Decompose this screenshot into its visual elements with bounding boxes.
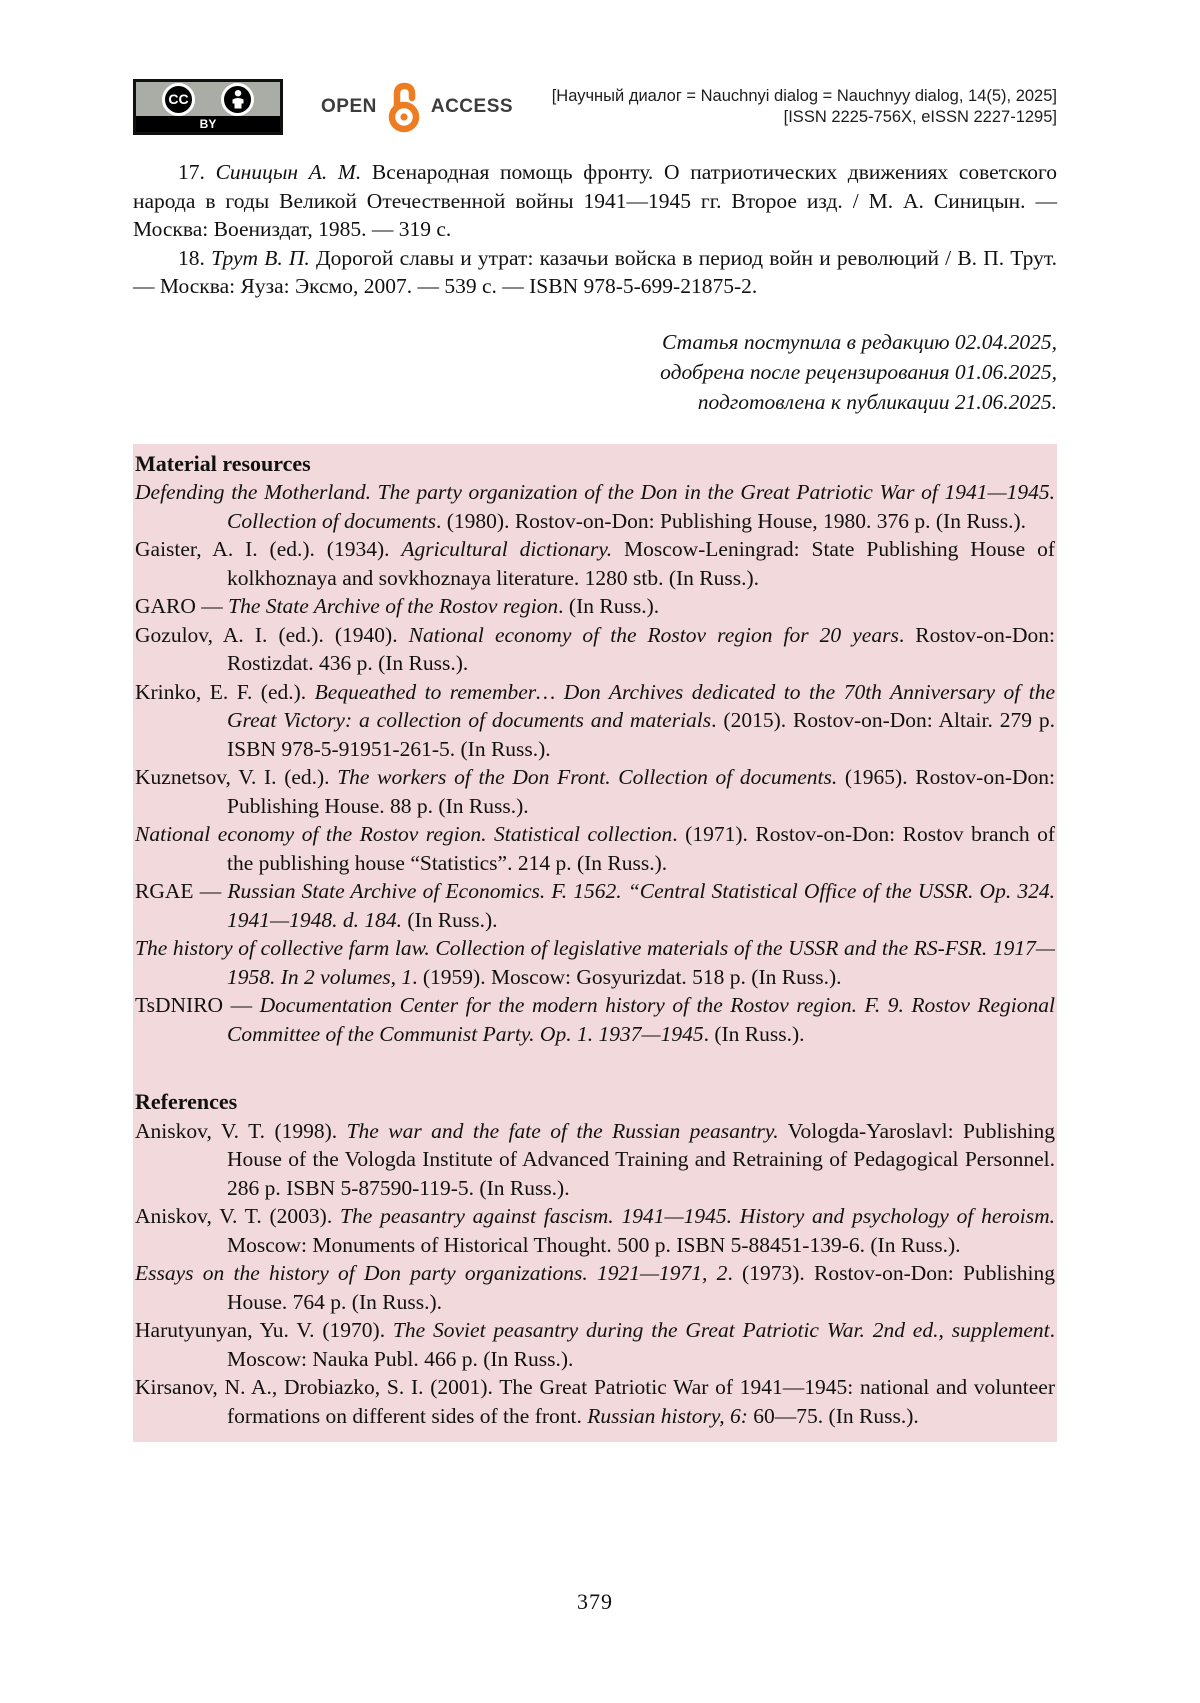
bibliography-entry: Kirsanov, N. A., Drobiazko, S. I. (2001). The Great Patriotic War of 1941—1945: national and volunteer formations on different sides of the front. Russian history, 6: 60—75. (In Russ.). — [135, 1375, 1055, 1428]
bibliography-entry: RGAE — Russian State Archive of Economics. F. 1562. “Central Statistical Office of the USSR. Op. 324. 1941—1948. d. 184. (In Russ.). — [135, 879, 1056, 932]
journal-title-line: [Научный диалог = Nauchnyi dialog = Nauchnyy dialog, 14(5), 2025] — [551, 87, 1057, 105]
cc-by-label: BY — [136, 116, 280, 132]
bibliography-entry: Gaister, A. I. (ed.). (1934). Agricultural dictionary. Moscow-Leningrad: State Publishing House of kolkhoznaya and sovkhoznaya literature. 1280 stb. (In Russ.). — [135, 537, 1055, 590]
bibliography-entry: Kuznetsov, V. I. (ed.). The workers of the Don Front. Collection of documents. (1965). Rostov-on-Don: Publishing House. 88 p. (In Russ.). — [135, 765, 1055, 818]
open-access-access-label: ACCESS — [430, 96, 514, 117]
person-icon — [221, 83, 254, 116]
journal-issn-line: [ISSN 2225-756X, eISSN 2227-1295] — [783, 108, 1057, 126]
bibliography-highlight-block — [133, 444, 1057, 1443]
open-lock-icon — [384, 81, 424, 133]
references-heading: References — [135, 1089, 238, 1114]
open-access-open-label: OPEN — [321, 96, 377, 117]
page-header — [133, 78, 1057, 136]
bibliography-entry: Essays on the history of Don party organizations. 1921—1971, 2. (1973). Rostov-on-Don: Publishing House. 764 p. (In Russ.). — [135, 1261, 1055, 1314]
references-list — [135, 1117, 1055, 1431]
russian-reference-17: 17. Синицын А. М. Всенародная помощь фронту. О патриотических движениях советского народа в годы Великой Отечественной войны 1941—1945 гг. Второе изд. / М. А. Синицын. — Москва: Воениздат, 1985. — 319 с. — [133, 160, 1058, 241]
bibliography-entry: Krinko, E. F. (ed.). Bequeathed to remember… Don Archives dedicated to the 70th Anniversary of the Great Victory: a collection of documents and materials. (2015). Rostov-on-Don: Altair. 279 p. ISBN 978-5-91951-261-5. (In Russ.). — [135, 679, 1055, 761]
bibliography-entry: Aniskov, V. T. (2003). The peasantry against fascism. 1941—1945. History and psychology of heroism. Moscow: Monuments of Historical Thought. 500 p. ISBN 5-88451-139-6. (In Russ.). — [135, 1204, 1055, 1257]
journal-info — [552, 86, 1057, 128]
bibliography-entry: National economy of the Rostov region. Statistical collection. (1971). Rostov-on-Don: Rostov branch of the publishing house “Statistics”. 214 p. (In Russ.). — [135, 822, 1055, 875]
cc-icon: CC — [162, 83, 195, 116]
bibliography-entry: Defending the Motherland. The party organization of the Don in the Great Patriotic War of 1941—1945. Collection of documents. (1980). Rostov-on-Don: Publishing House, 1980. 376 p. (In Russ.). — [135, 480, 1055, 533]
submission-prepared-line: подготовлена к публикации 21.06.2025. — [697, 389, 1057, 414]
submission-received-line: Статья поступила в редакцию 02.04.2025, — [661, 329, 1057, 354]
open-access-logo — [321, 81, 513, 133]
russian-references — [133, 158, 1057, 301]
bibliography-entry: Gozulov, A. I. (ed.). (1940). National economy of the Rostov region for 20 years. Rostov-on-Don: Rostizdat. 436 p. (In Russ.). — [135, 622, 1055, 675]
material-resources-heading: Material resources — [135, 450, 311, 476]
submission-approved-line: одобрена после рецензирования 01.06.2025, — [660, 359, 1057, 384]
material-resources-list — [135, 478, 1055, 1048]
bibliography-entry: The history of collective farm law. Collection of legislative materials of the USSR and the RS-FSR. 1917—1958. In 2 volumes, 1. (1959). Moscow: Gosyurizdat. 518 p. (In Russ.). — [135, 936, 1055, 989]
bibliography-entry: Aniskov, V. T. (1998). The war and the fate of the Russian peasantry. Vologda-Yaroslavl: Publishing House of the Vologda Institute of Advanced Training and Retraining of Pedagogical Personnel. 286 p. ISBN 5-87590-119-5. (In Russ.). — [135, 1118, 1055, 1200]
bibliography-entry: TsDNIRO — Documentation Center for the modern history of the Rostov region. F. 9. Rostov Regional Committee of the Communist Party. Op. 1. 1937—1945. (In Russ.). — [135, 993, 1055, 1046]
bibliography-entry: Harutyunyan, Yu. V. (1970). The Soviet peasantry during the Great Patriotic War. 2nd ed., supplement. Moscow: Nauka Publ. 466 p. (In Russ.). — [135, 1318, 1055, 1371]
russian-reference-18: 18. Трут В. П. Дорогой славы и утрат: казачьи войска в период войн и революций / В. П. Трут. — Москва: Яуза: Эксмо, 2007. — 539 с. — ISBN 978-5-699-21875-2. — [133, 245, 1057, 298]
cc-by-license-badge — [133, 79, 283, 135]
page-number: 379 — [577, 1589, 613, 1614]
bibliography-entry: GARO — The State Archive of the Rostov region. (In Russ.). — [135, 594, 660, 618]
submission-note — [133, 327, 1057, 417]
